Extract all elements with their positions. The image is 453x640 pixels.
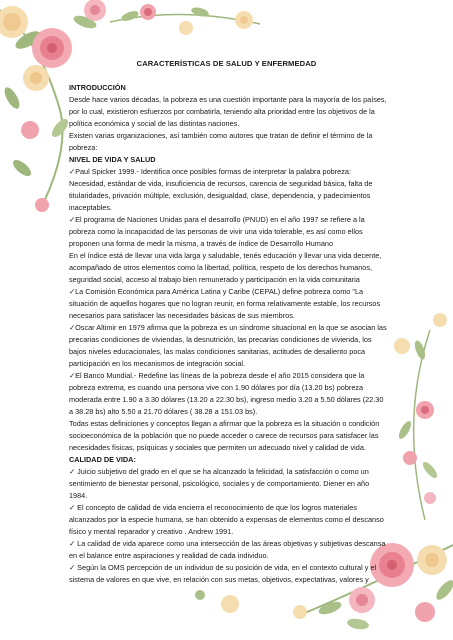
text-line: ✓Paul Spicker 1999.- Identifica once posibles formas de interpretar la palabra pobreza: bbox=[69, 167, 351, 176]
text-line: necesidades físicas, psíquicas y sociales que permiten un adecuado nivel y calidad de vida. bbox=[69, 443, 366, 452]
text-line: ✓El programa de Naciones Unidas para el desarrollo (PNUD) en el año 1997 se refiere a la bbox=[69, 215, 365, 224]
text-line: Desde hace varios décadas, la pobreza es una cuestión importante para la mayoría de los países, bbox=[69, 95, 387, 104]
text-line: en el balance entre aspiraciones y realidad de cada individuo. bbox=[69, 551, 269, 560]
text-line: situación de aquellos hogares que no logran reunir, en forma relativamente estable, los recursos bbox=[69, 299, 381, 308]
text-line: política económica y social de las distintas naciones. bbox=[69, 119, 240, 128]
text-line: Todas estas definiciones y conceptos llegan a afirmar que la pobreza es la situación o condición bbox=[69, 419, 380, 428]
text-line: Existen varias organizaciones, así también como autores que tratan de definir el término de la bbox=[69, 131, 373, 140]
section-heading: INTRODUCCIÓN bbox=[69, 83, 126, 92]
text-line: necesarios para satisfacer las necesidades básicas de sus miembros. bbox=[69, 311, 295, 320]
text-line: inaceptables. bbox=[69, 203, 113, 212]
text-line: ✓Oscar Altimir en 1979 afirma que la pobreza es un síndrome situacional en la que se asocian las bbox=[69, 323, 387, 332]
text-line: moderada entre 1.90 a 3.30 dólares (13.20 a 22.30 bs), ingreso medio 3.20 a 5.50 dólares (22.30 bbox=[69, 395, 384, 404]
text-line: participación en los mecanismos de integración social. bbox=[69, 359, 246, 368]
document-title: CARACTERÍSTICAS DE SALUD Y ENFERMEDAD bbox=[136, 59, 317, 68]
text-line: socioeconómica de la población que no puede acceder o carece de recursos para satisfacer las bbox=[69, 431, 379, 440]
text-line: seguridad social, acceso al trabajo bien remunerado y participación en la vida comunitaria bbox=[69, 275, 360, 284]
text-line: ✓ La calidad de vida aparece como una intersección de las áreas objetivas y subjetivas descansa bbox=[69, 539, 386, 548]
section-heading: CALIDAD DE VIDA: bbox=[69, 455, 136, 464]
text-line: alcanzados por la especie humana, se han obtenido a expensas de elementos como el descanso bbox=[69, 515, 384, 524]
text-line: 1984. bbox=[69, 491, 88, 500]
text-line: bajos niveles educacionales, las malas condiciones sanitarias, actitudes de desaliento poca bbox=[69, 347, 366, 356]
text-line: pobreza: bbox=[69, 143, 98, 152]
text-line: ✓ Juicio subjetivo del grado en el que se ha alcanzado la felicidad, la satisfacción o como un bbox=[69, 467, 369, 476]
text-line: titularidades, privación múltiple, exclusión, desigualdad, clase, dependencia, y padecimientos bbox=[69, 191, 371, 200]
text-line: por lo cual, existieron esfuerzos por combatirla, teniendo alta prioridad entre los objetivos de la bbox=[69, 107, 375, 116]
text-line: a 38.28 bs) alto 5.50 a 21.70 dólares ( 38.28 a 151.03 bs). bbox=[69, 407, 258, 416]
text-line: ✓El Banco Mundial.- Redefine las líneas de la pobreza desde el año 2015 considera que la bbox=[69, 371, 365, 380]
text-line: ✓La Comisión Económica para América Latina y Caribe (CEPAL) define pobreza como "La bbox=[69, 287, 364, 296]
text-line: sentimiento de bienestar personal, psicológico, sociales y de comportamiento. Diener en año bbox=[69, 479, 370, 488]
text-line: Necesidad, estándar de vida, insuficiencia de recursos, carencia de seguridad básica, falta de bbox=[69, 179, 373, 188]
text-line: ✓ Según la OMS percepción de un individuo de su posición de vida, en el contexto cultural y el bbox=[69, 563, 377, 572]
text-line: acompañado de otros elementos como la libertad, política, respeto de los derechos humanos, bbox=[69, 263, 372, 272]
text-line: precarias condiciones de viviendas, la desnutrición, las precarias condiciones de vivienda, los bbox=[69, 335, 372, 344]
section-heading: NIVEL DE VIDA Y SALUD bbox=[69, 155, 156, 164]
text-line: proponen una forma de medir la misma, a través de índice de Desarrollo Humano bbox=[69, 239, 334, 248]
text-line: físico y mental reparador y creativo . Andrew 1991. bbox=[69, 527, 234, 536]
document-body bbox=[69, 82, 391, 586]
text-line: pobreza extrema, es cuando una persona vive con 1.90 dólares por día (13.20 bs) pobreza bbox=[69, 383, 364, 392]
text-line: ✓ El concepto de calidad de vida encierra el reconocimiento de que los logros materiales bbox=[69, 503, 358, 512]
text-line: sistema de valores en que vive, en relación con sus metas, objetivos, expectativas, valores y bbox=[69, 575, 369, 584]
text-line: pobreza como la incapacidad de las personas de vivir una vida tolerable, es así como ellos bbox=[69, 227, 363, 236]
text-line: En el índice está de llevar una vida larga y saludable, tenés educación y llevar una vida decente, bbox=[69, 251, 382, 260]
